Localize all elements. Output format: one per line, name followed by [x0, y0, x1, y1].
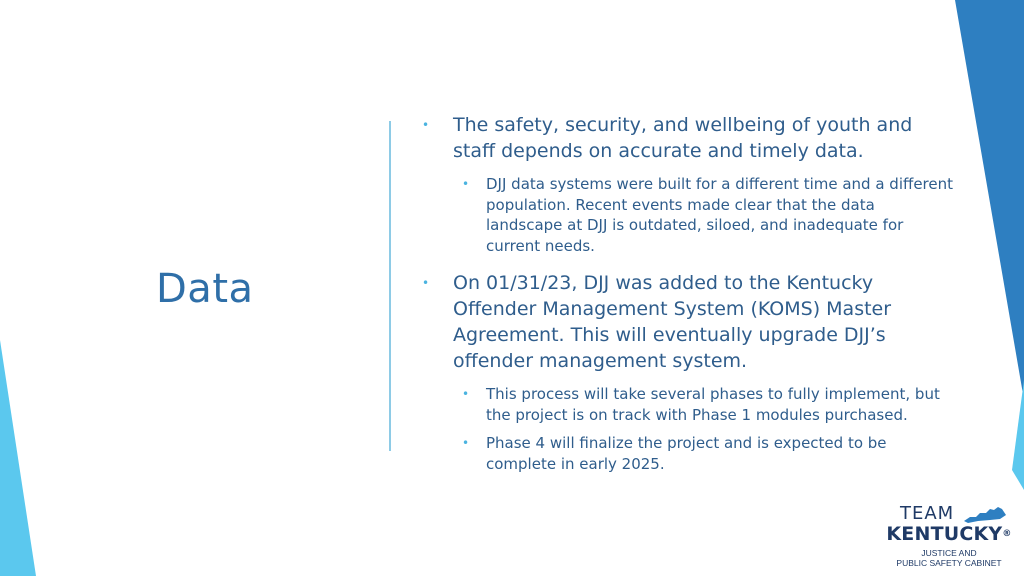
- bullet-item: [420, 112, 955, 164]
- vertical-divider: [389, 121, 391, 451]
- bullet-glyph: •: [422, 118, 430, 132]
- logo-team-text: TEAM: [900, 503, 955, 524]
- right-accent-dark: [955, 0, 1024, 400]
- right-accent-light: [1012, 380, 1024, 490]
- bullet-glyph: •: [462, 387, 470, 401]
- bullet-item: [420, 270, 955, 374]
- bullet-glyph: •: [462, 436, 470, 450]
- logo-cabinet-line1: JUSTICE AND: [921, 548, 977, 558]
- sub-bullet-text: This process will take several phases to fully implement, but the project is on track with Phase 1 modules purchased.: [486, 385, 940, 424]
- sub-bullet-text: Phase 4 will finalize the project and is expected to be complete in early 2025.: [486, 434, 887, 473]
- bullet-list: [420, 112, 955, 482]
- bullet-glyph: •: [422, 276, 430, 290]
- slide-title: Data: [156, 266, 254, 312]
- sub-bullet-item: [420, 384, 955, 425]
- bullet-text: On 01/31/23, DJJ was added to the Kentucky Offender Management System (KOMS) Master Agreement. This will eventually upgrade DJJ’s offender management system.: [453, 272, 892, 372]
- sub-bullet-text: DJJ data systems were built for a different time and a different population. Recent events made clear that the data landscape at DJJ is outdated, siloed, and inadequate for current needs.: [486, 175, 954, 255]
- kentucky-state-icon: [960, 505, 1008, 527]
- logo-kentucky-text: KENTUCKY®: [886, 523, 1012, 545]
- sub-bullet-item: [420, 433, 955, 474]
- bullet-glyph: •: [462, 177, 470, 191]
- left-accent-shape: [0, 340, 36, 576]
- logo-cabinet-line2: PUBLIC SAFETY CABINET: [896, 557, 1002, 568]
- bullet-text: The safety, security, and wellbeing of youth and staff depends on accurate and timely data.: [453, 114, 913, 162]
- sub-bullet-item: [420, 174, 955, 256]
